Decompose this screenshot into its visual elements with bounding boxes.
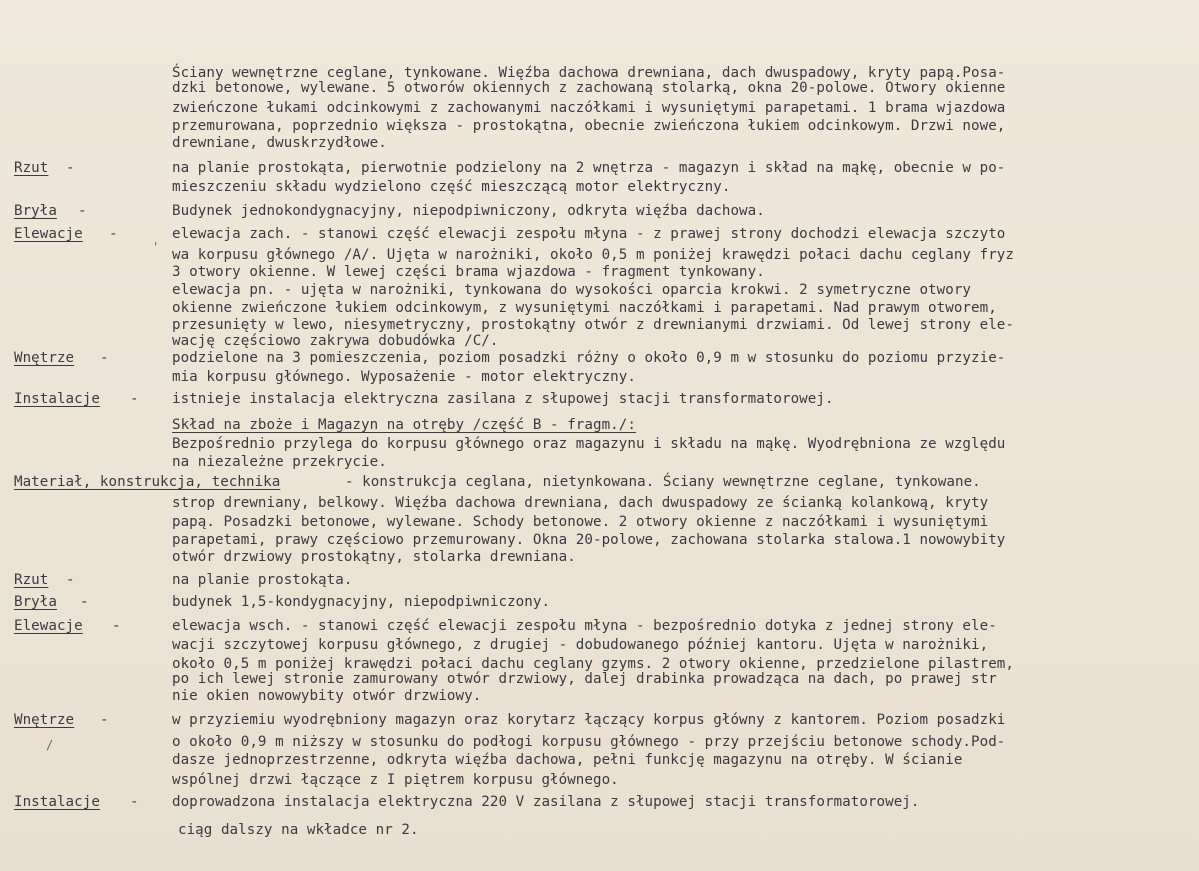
label-wnetrze: Wnętrze xyxy=(14,712,75,728)
label-dash: - xyxy=(112,618,121,634)
instalacje-line: doprowadzona instalacja elektryczna 220 V zasilana z słupowej stacji transformatorowej. xyxy=(172,794,920,810)
elewacje-line: elewacja wsch. - stanowi część elewacji zespołu młyna - bezpośrednio dotyka z jednej strony ele- xyxy=(172,618,997,634)
label-rzut: Rzut xyxy=(14,160,49,176)
wnetrze-line: mia korpusu głównego. Wyposażenie - motor elektryczny. xyxy=(172,369,636,385)
wnetrze-line: o około 0,9 m niższy w stosunku do podłogi korpusu głównego - przy przejściu betonowe schody.Pod- xyxy=(172,734,1006,750)
elewacje-line: około 0,5 m poniżej krawędzi połaci dachu ceglany gzyms. 2 otwory okienne, przedzielone pilastrem, xyxy=(172,656,1014,672)
elewacje-line: przesunięty w lewo, niesymetryczny, prostokątny otwór z drewnianymi drzwiami. Od lewej strony ele- xyxy=(172,317,1014,333)
elewacje-line: wację częściowo zakrywa dobudówka /C/. xyxy=(172,333,499,349)
material-line: - konstrukcja ceglana, nietynkowana. Ściany wewnętrzne ceglane, tynkowane. xyxy=(345,474,981,490)
label-bryla: Bryła xyxy=(14,594,57,610)
label-rzut: Rzut xyxy=(14,572,49,588)
intro-line: dzki betonowe, wylewane. 5 otworów okiennych z zachowaną stolarką, okna 20-polowe. Otwory okienne xyxy=(172,80,1006,96)
rzut-line: na planie prostokąta. xyxy=(172,572,353,588)
label-instalacje: Instalacje xyxy=(14,391,100,407)
intro-line: przemurowana, poprzednio większa - prostokątna, obecnie zwieńczona łukiem odcinkowym. Drzwi nowe, xyxy=(172,118,1006,134)
label-elewacje: Elewacje xyxy=(14,618,83,634)
bryla-line: Budynek jednokondygnacyjny, niepodpiwniczony, odkryta więźba dachowa. xyxy=(172,203,765,219)
stray-mark: ' xyxy=(152,240,160,254)
material-line: parapetami, prawy częściowo przemurowany. Okna 20-polowe, zachowana stolarka stalowa.1 nowowybity xyxy=(172,532,1006,548)
wnetrze-line: wspólnej drzwi łączące z I piętrem korpusu głównego. xyxy=(172,772,619,788)
elewacje-line: po ich lewej stronie zamurowany otwór drzwiowy, dalej drabinka prowadząca na dach, po prawej str xyxy=(172,671,997,687)
section-heading: Skład na zboże i Magazyn na otręby /część B - fragm./: xyxy=(172,417,636,433)
wnetrze-line: w przyziemiu wyodrębniony magazyn oraz korytarz łączący korpus główny z kantorem. Poziom posadzki xyxy=(172,712,1006,728)
intro-line: drewniane, dwuskrzydłowe. xyxy=(172,135,387,151)
section2-intro-line: na niezależne przekrycie. xyxy=(172,454,387,470)
label-bryla: Bryła xyxy=(14,203,57,219)
label-instalacje: Instalacje xyxy=(14,794,100,810)
label-dash: - xyxy=(100,712,109,728)
elewacje-line: wacji szczytowej korpusu głównego, z drugiej - dobudowanego później kantoru. Ujęta w narożniki, xyxy=(172,637,989,653)
material-line: otwór drzwiowy prostokątny, stolarka drewniana. xyxy=(172,549,576,565)
label-dash: - xyxy=(80,594,89,610)
label-dash: - xyxy=(66,160,75,176)
elewacje-line: elewacja zach. - stanowi część elewacji zespołu młyna - z prawej strony dochodzi elewacja szczyto xyxy=(172,226,1006,242)
wnetrze-line: podzielone na 3 pomieszczenia, poziom posadzki różny o około 0,9 m w stosunku do poziomu przyzie- xyxy=(172,350,1006,366)
material-line: papą. Posadzki betonowe, wylewane. Schody betonowe. 2 otwory okienne z naczółkami i wysuniętymi xyxy=(172,514,989,530)
bryla-line: budynek 1,5-kondygnacyjny, niepodpiwniczony. xyxy=(172,594,551,610)
elewacje-line: wa korpusu głównego /A/. Ujęta w narożniki, około 0,5 m poniżej krawędzi połaci dachu ceglany fryz xyxy=(172,247,1014,263)
elewacje-line: 3 otwory okienne. W lewej części brama wjazdowa - fragment tynkowany. xyxy=(172,264,765,280)
elewacje-line: nie okien nowowybity otwór drzwiowy. xyxy=(172,688,482,704)
label-dash: - xyxy=(109,226,118,242)
label-material: Materiał, konstrukcja, technika xyxy=(14,474,281,490)
label-dash: - xyxy=(66,572,75,588)
label-dash: - xyxy=(130,391,139,407)
intro-line: zwieńczone łukami odcinkowymi z zachowanymi naczółkami i wysuniętymi parapetami. 1 brama wjazdowa xyxy=(172,100,1006,116)
elewacje-line: okienne zwieńczone łukiem odcinkowym, z wysuniętymi naczółkami i parapetami. Nad prawym otworem, xyxy=(172,300,997,316)
label-wnetrze: Wnętrze xyxy=(14,350,75,366)
instalacje-line: istnieje instalacja elektryczna zasilana z słupowej stacji transformatorowej. xyxy=(172,391,834,407)
stray-mark: / xyxy=(46,738,54,752)
rzut-line: mieszczeniu składu wydzielono część mieszczącą motor elektryczny. xyxy=(172,179,731,195)
label-dash: - xyxy=(100,350,109,366)
elewacje-line: elewacja pn. - ujęta w narożniki, tynkowana do wysokości oparcia krokwi. 2 symetryczne otwory xyxy=(172,282,972,298)
label-dash: - xyxy=(130,794,139,810)
rzut-line: na planie prostokąta, pierwotnie podzielony na 2 wnętrza - magazyn i skład na mąkę, obecnie w po- xyxy=(172,160,1006,176)
label-elewacje: Elewacje xyxy=(14,226,83,242)
section2-intro-line: Bezpośrednio przylega do korpusu głównego oraz magazynu i składu na mąkę. Wyodrębniona ze względu xyxy=(172,436,1006,452)
wnetrze-line: dasze jednoprzestrzenne, odkryta więźba dachowa, pełni funkcję magazynu na otręby. W ścianie xyxy=(172,752,963,768)
continuation-note: ciąg dalszy na wkładce nr 2. xyxy=(178,822,419,838)
material-line: strop drewniany, belkowy. Więźba dachowa drewniana, dach dwuspadowy ze ścianką kolankową, kryty xyxy=(172,495,989,511)
label-dash: - xyxy=(78,203,87,219)
intro-line: Ściany wewnętrzne ceglane, tynkowane. Więźba dachowa drewniana, dach dwuspadowy, kryty papą.Posa- xyxy=(172,65,1006,81)
